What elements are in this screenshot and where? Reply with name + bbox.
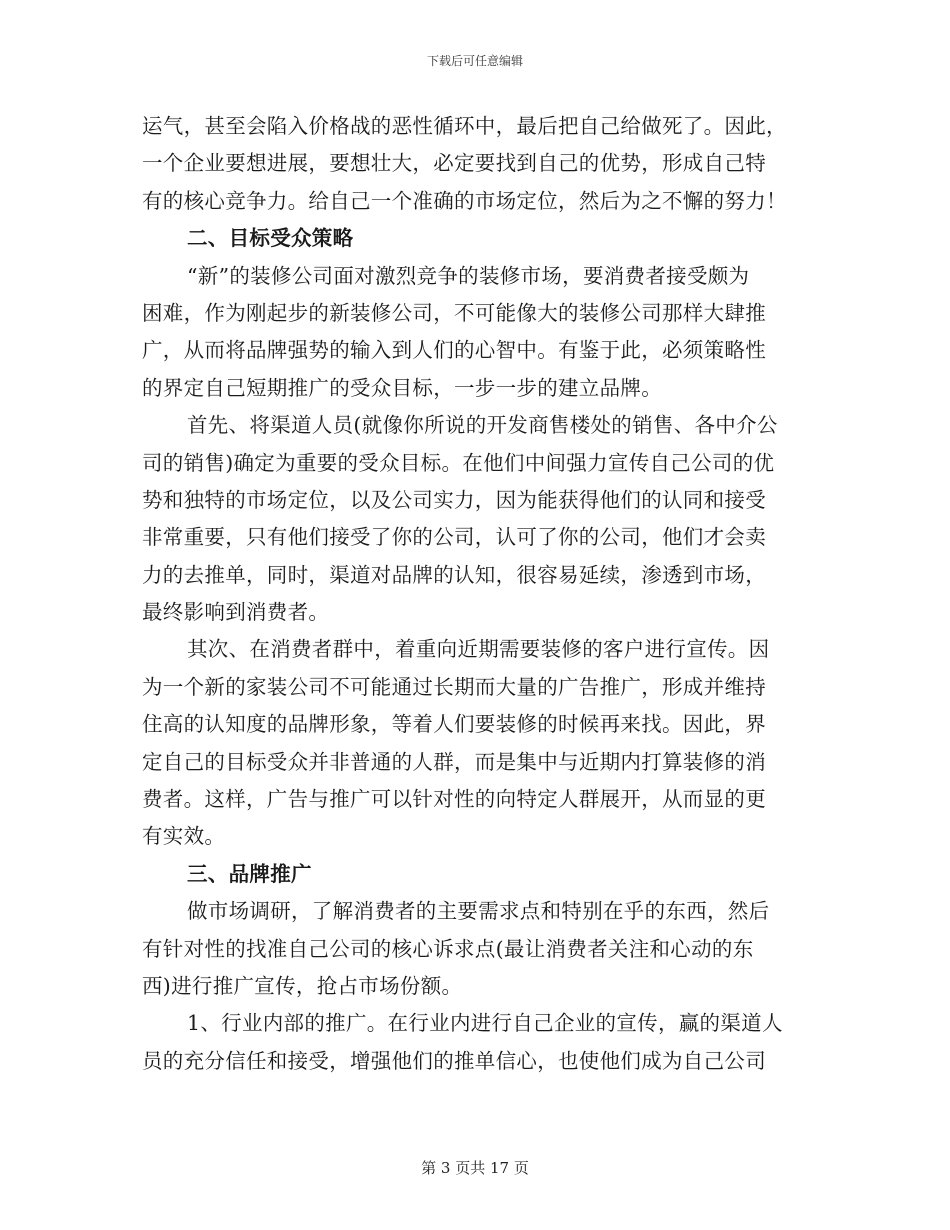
body-text-line: 1、行业内部的推广。在行业内进行自己企业的宣传，赢的渠道人 [187, 1011, 783, 1036]
body-text-line: 有针对性的找准自己公司的核心诉求点(最让消费者关注和心动的东 [142, 936, 754, 961]
body-text-line: 困难，作为刚起步的新装修公司，不可能像大的装修公司那样大肆推 [142, 300, 766, 325]
body-text-line: 定自己的目标受众并非普通的人群，而是集中与近期内打算装修的消 [142, 749, 766, 774]
body-text-line: 力的去推单，同时，渠道对品牌的认知，很容易延续，渗透到市场， [142, 562, 766, 587]
body-text-line: 费者。这样，广告与推广可以针对性的向特定人群展开，从而显的更 [142, 787, 766, 812]
body-text-line: 最终影响到消费者。 [142, 600, 330, 625]
body-text-line: 的界定自己短期推广的受众目标，一步一步的建立品牌。 [142, 375, 662, 400]
body-text-line: 一个企业要想进展，要想壮大，必定要找到自己的优势，形成自己特 [142, 151, 766, 176]
body-text-line: 为一个新的家装公司不可能通过长期而大量的广告推广，形成并维持 [142, 674, 766, 699]
body-text-line: 西)进行推广宣传，抢占市场份额。 [142, 973, 463, 998]
body-text-line: 运气，甚至会陷入价格战的恶性循环中，最后把自己给做死了。因此， [142, 114, 787, 138]
body-text-line: 住高的认知度的品牌形象，等着人们要装修的时候再来找。因此，界 [142, 712, 766, 737]
page-header-watermark: 下载后可任意编辑 [426, 54, 523, 68]
body-text-line: 员的充分信任和接受，增强他们的推单信心，也使他们成为自己公司 [142, 1048, 766, 1073]
body-text-line: 做市场调研，了解消费者的主要需求点和特别在乎的东西，然后 [187, 899, 770, 924]
body-text-line: 有实效。 [142, 824, 226, 849]
body-text-line: “新”的装修公司面对激烈竞争的装修市场，要消费者接受颇为 [187, 263, 750, 288]
page-number-footer: 第 3 页共 17 页 [421, 1159, 529, 1177]
body-text-line: 势和独特的市场定位，以及公司实力，因为能获得他们的认同和接受 [142, 487, 766, 512]
body-text-line: 司的销售)确定为重要的受众目标。在他们中间强力宣传自己公司的优 [142, 450, 775, 475]
body-text-line: 广，从而将品牌强势的输入到人们的心智中。有鉴于此，必须策略性 [142, 338, 766, 363]
body-text-line: 首先、将渠道人员(就像你所说的开发商售楼处的销售、各中介公 [187, 413, 778, 438]
body-text-line: 有的核心竞争力。给自己一个准确的市场定位，然后为之不懈的努力！ [142, 188, 787, 213]
section-heading: 二、目标受众策略 [187, 226, 354, 251]
body-text-line: 其次、在消费者群中，着重向近期需要装修的客户进行宣传。因 [187, 637, 770, 662]
section-heading: 三、品牌推广 [187, 861, 312, 886]
document-body [142, 108, 810, 1080]
body-text-line: 非常重要，只有他们接受了你的公司，认可了你的公司，他们才会卖 [142, 525, 766, 550]
